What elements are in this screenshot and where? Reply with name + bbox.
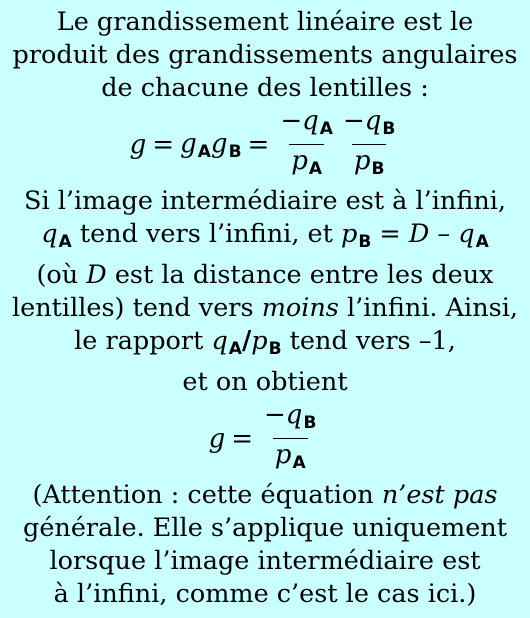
eq2-lhs: g [208,424,226,454]
para2-line-2: $q_A$ tend vers l’infini, et $p_B = D - q_A$ [41,219,489,252]
intro-line-1: Le grandissement linéaire est le [56,7,474,37]
fraction-A: $\frac{-q_A}{p_A}$ [278,107,335,183]
fraction-B: $\frac{-q_B}{p_B}$ [341,107,397,183]
note-line-4: à l’infini, comme c’est le cas ici.) [53,579,477,609]
eq2-equals: = [231,424,254,454]
eq1-gA: $g_A$ [180,128,211,162]
para2-line-5: le rapport $q_A/p_B$ tend vers –1, [74,326,456,359]
eq1-lhs: g [129,130,147,160]
equation-product [0,107,530,183]
intro-line-3: de chacune des lentilles : [101,73,429,103]
note-line-3: lorsque l’image intermédiaire est [49,546,481,576]
para2-line-1: Si l’image intermédiaire est à l’infini, [23,186,507,216]
equation-result [0,401,530,477]
para2-line-4: lentilles) tend vers moins l’infini. Ainsi, [12,293,518,323]
para2-line-6: et on obtient [182,367,348,397]
note-line-2: générale. Elle s’applique uniquement [23,513,507,543]
eq1-gB: $g_B$ [210,128,242,162]
intro-line-2: produit des grandissements angulaires [12,40,518,70]
eq1-equals-1: = [152,130,175,160]
fraction-result: $\frac{-q_B}{p_A}$ [262,401,318,477]
note-line-1: (Attention : cette équation n’est pas [32,480,498,510]
eq1-equals-2: = [247,130,270,160]
para2-line-3: (où D est la distance entre les deux [36,260,494,290]
